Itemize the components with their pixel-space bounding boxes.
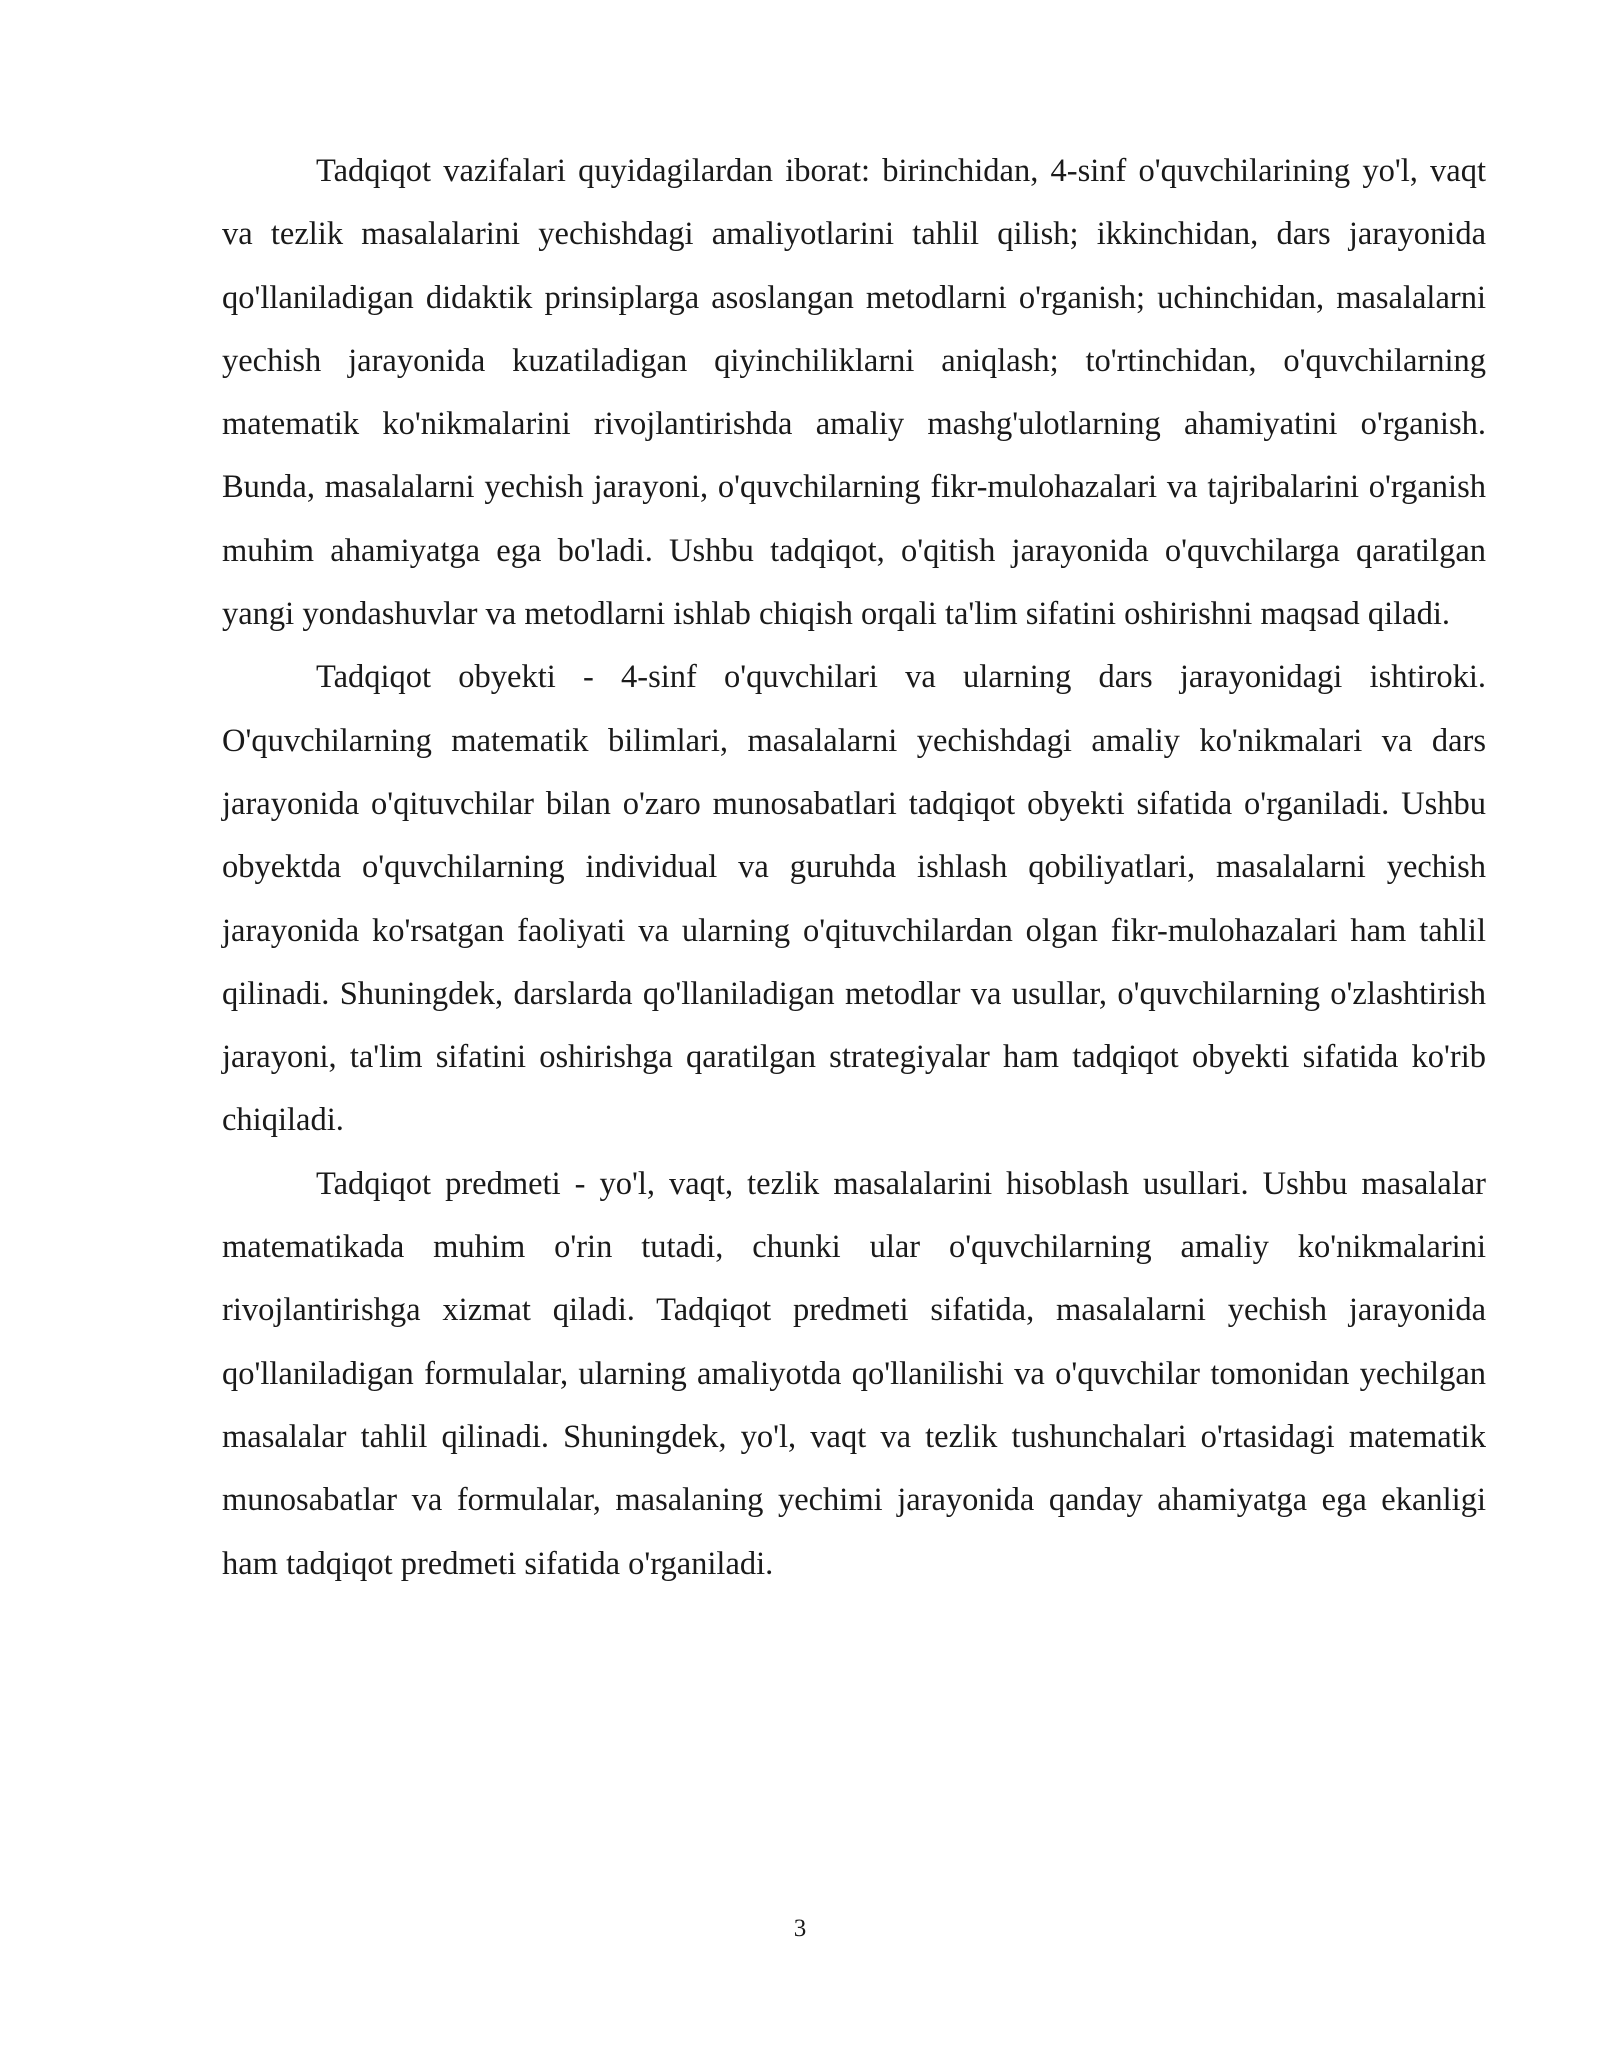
paragraph-research-object: Tadqiqot obyekti - 4-sinf o'quvchilari va ularning dars jarayonidagi ishtiroki. O'quvchilarning matematik bilimlari, masalalarni yechishdagi amaliy ko'nikmalari va dars jarayonida o'qituvchilar bilan o'zaro munosabatlari tadqiqot obyekti sifatida o'rganiladi. Ushbu obyektda o'quvchilarning individual va guruhda ishlash qobiliyatlari, masalalarni yechish jarayonida ko'rsatgan faoliyati va ularning o'qituvchilardan olgan fikr-mulohazalari ham tahlil qilinadi. Shuningdek, darslarda qo'llaniladigan metodlar va usullar, o'quvchilarning o'zlashtirish jarayoni, ta'lim sifatini oshirishga qaratilgan strategiyalar ham tadqiqot obyekti sifatida ko'rib chiqiladi. bbox=[222, 659, 1486, 1139]
paragraph-research-tasks: Tadqiqot vazifalari quyidagilardan iborat: birinchidan, 4-sinf o'quvchilarining yo'l, vaqt va tezlik masalalarini yechishdagi amaliyotlarini tahlil qilish; ikkinchidan, dars jarayonida qo'llaniladigan didaktik prinsiplarga asoslangan metodlarni o'rganish; uchinchidan, masalalarni yechish jarayonida kuzatiladigan qiyinchiliklarni aniqlash; to'rtinchidan, o'quvchilarning matematik ko'nikmalarini rivojlantirishda amaliy mashg'ulotlarning ahamiyatini o'rganish. Bunda, masalalarni yechish jarayoni, o'quvchilarning fikr-mulohazalari va tajribalarini o'rganish muhim ahamiyatga ega bo'ladi. Ushbu tadqiqot, o'qitish jarayonida o'quvchilarga qaratilgan yangi yondashuvlar va metodlarni ishlab chiqish orqali ta'lim sifatini oshirishni maqsad qiladi. bbox=[222, 153, 1486, 633]
paragraph-research-subject: Tadqiqot predmeti - yo'l, vaqt, tezlik masalalarini hisoblash usullari. Ushbu masalalar matematikada muhim o'rin tutadi, chunki ular o'quvchilarning amaliy ko'nikmalarini rivojlantirishga xizmat qiladi. Tadqiqot predmeti sifatida, masalalarni yechish jarayonida qo'llaniladigan formulalar, ularning amaliyotda qo'llanilishi va o'quvchilar tomonidan yechilgan masalalar tahlil qilinadi. Shuningdek, yo'l, vaqt va tezlik tushunchalari o'rtasidagi matematik munosabatlar va formulalar, masalaning yechimi jarayonida qanday ahamiyatga ega ekanligi ham tadqiqot predmeti sifatida o'rganiladi. bbox=[222, 1165, 1486, 1582]
page-number: 3 bbox=[793, 1915, 807, 1942]
body-text bbox=[222, 140, 1486, 1596]
